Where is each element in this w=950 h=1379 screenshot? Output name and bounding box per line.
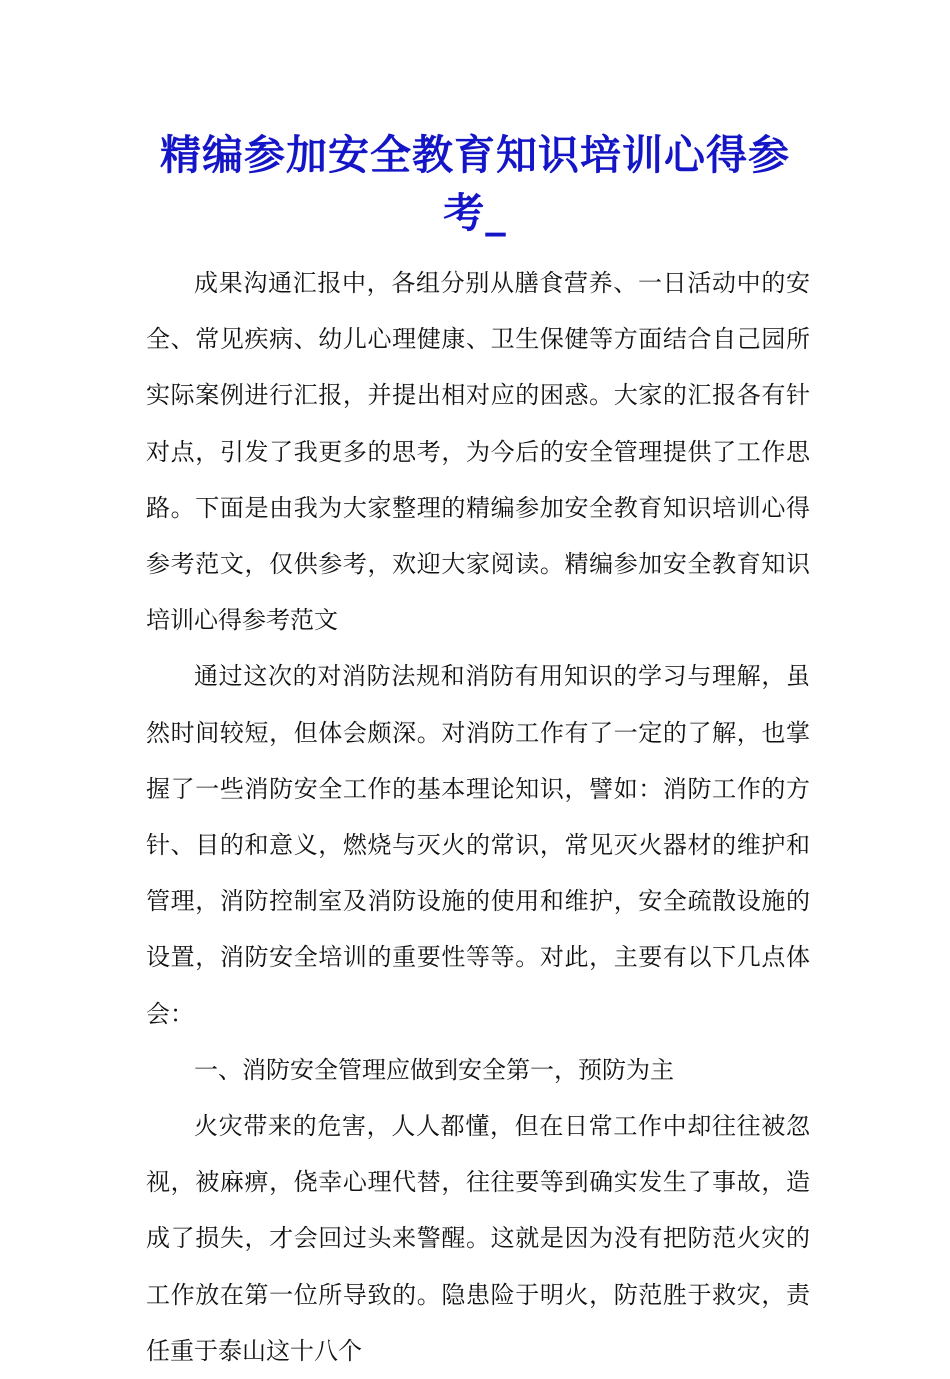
document-body <box>146 255 810 1379</box>
section-heading-1: 一、消防安全管理应做到安全第一，预防为主 <box>194 1055 674 1084</box>
document-title: 精编参加安全教育知识培训心得参考_ <box>160 131 790 237</box>
paragraph-intro: 成果沟通汇报中，各组分别从膳食营养、一日活动中的安全、常见疾病、幼儿心理健康、卫生保健等方面结合自己园所实际案例进行汇报，并提出相对应的困惑。大家的汇报各有针对点，引发了我更多的思考，为今后的安全管理提供了工作思路。下面是由我为大家整理的精编参加安全教育知识培训心得参考范文，仅供参考，欢迎大家阅读。精编参加安全教育知识培训心得参考范文 <box>146 269 810 635</box>
paragraph-fire-study: 通过这次的对消防法规和消防有用知识的学习与理解，虽然时间较短，但体会颇深。对消防工作有了一定的了解，也掌握了一些消防安全工作的基本理论知识，譬如：消防工作的方针、目的和意义，燃烧与灭火的常识，常见灭火器材的维护和管理，消防控制室及消防设施的使用和维护，安全疏散设施的设置，消防安全培训的重要性等等。对此，主要有以下几点体会： <box>146 662 810 1028</box>
paragraph-fire-hazard: 火灾带来的危害，人人都懂，但在日常工作中却往往被忽视，被麻痹，侥幸心理代替，往往要等到确实发生了事故，造成了损失，才会回过头来警醒。这就是因为没有把防范火灾的工作放在第一位所导致的。隐患险于明火，防范胜于救灾，责任重于泰山这十八个 <box>146 1112 810 1365</box>
